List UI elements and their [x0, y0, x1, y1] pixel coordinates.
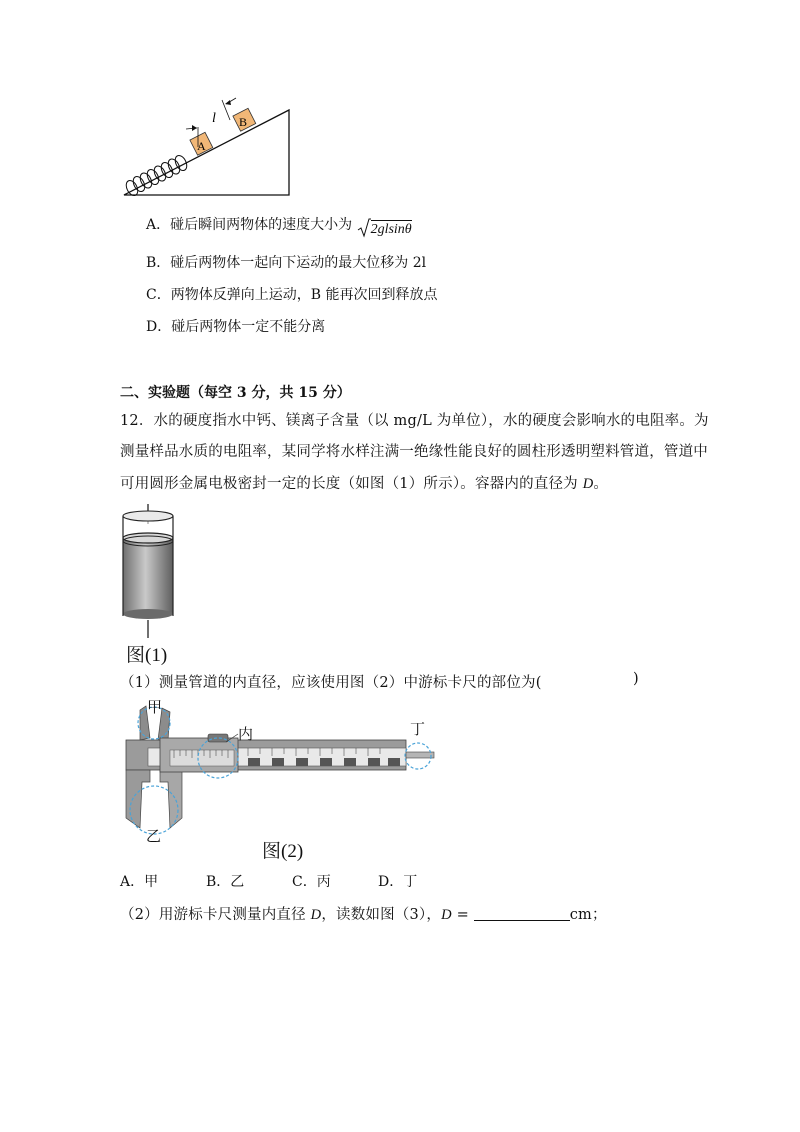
block-a-label: A — [197, 139, 206, 153]
sub-question-1-close: ) — [633, 671, 639, 687]
sub-question-2-unit: cm； — [569, 907, 607, 923]
choice-a: A．甲 — [120, 874, 159, 890]
q12-line3-var: D — [582, 476, 594, 492]
option-a-letter: A． — [146, 217, 171, 233]
spring — [124, 154, 189, 198]
option-d-letter: D． — [146, 319, 172, 335]
option-b — [146, 252, 426, 272]
option-b-text: 碰后两物体一起向下运动的最大位移为 2l — [170, 255, 427, 271]
option-d-text: 碰后两物体一定不能分离 — [171, 319, 326, 335]
q12-line2: 测量样品水质的电阻率，某同学将水样注满一绝缘性能良好的圆柱形透明塑料管道，管道中 — [120, 444, 708, 460]
caliper-label-jia: 甲 — [147, 698, 163, 716]
q12-line3-end: 。 — [593, 476, 609, 492]
option-c-letter: C． — [146, 287, 171, 303]
sub-question-2-mid: ，读数如图（3）， — [321, 907, 442, 923]
choice-c: C．丙 — [292, 874, 331, 890]
choice-d: D．丁 — [378, 874, 418, 890]
figure-1-caption: 图(1) — [126, 645, 168, 666]
sqrt-sign-icon — [357, 218, 371, 238]
figure-2-caption: 图(2) — [262, 841, 304, 862]
tube-figure — [118, 504, 178, 640]
sub-question-1-text: （1）测量管道的内直径，应该使用图（2）中游标卡尺的部位为( — [120, 675, 542, 691]
length-label-l: l — [212, 111, 216, 126]
incline-figure — [118, 92, 298, 204]
option-c-text: 两物体反弹向上运动，B 能再次回到释放点 — [170, 287, 438, 303]
sqrt-radicand: 2glsinθ — [370, 222, 412, 237]
answer-blank[interactable] — [474, 906, 570, 921]
option-d — [146, 316, 325, 336]
q12-line3 — [120, 472, 608, 493]
q12-line1: 12．水的硬度指水中钙、镁离子含量（以 mg/L 为单位），水的硬度会影响水的电阻率。为 — [120, 413, 709, 429]
sub-question-2-var2: D — [441, 907, 452, 923]
section-heading: 二、实验题（每空 3 分，共 15 分） — [120, 385, 351, 401]
caliper-label-nei: 内 — [238, 725, 254, 743]
sub-question-2-var1: D — [310, 907, 322, 923]
sub-question-2 — [120, 903, 607, 924]
sqrt-formula — [357, 218, 412, 238]
q12-line3-main: 可用圆形金属电极密封一定的长度（如图（1）所示）。容器内的直径为 — [120, 476, 583, 492]
caliper-label-yi: 乙 — [146, 827, 162, 845]
caliper-figure — [118, 698, 438, 838]
sub-question-1 — [120, 671, 542, 692]
option-a-text: 碰后瞬间两物体的速度大小为 — [170, 217, 353, 233]
caliper-label-ding: 丁 — [410, 720, 426, 738]
option-c — [146, 284, 437, 304]
option-a — [146, 214, 412, 238]
option-b-letter: B． — [146, 255, 171, 271]
sub-question-2-pre: （2）用游标卡尺测量内直径 — [120, 907, 311, 923]
block-b-label: B — [239, 115, 248, 129]
sub-question-2-eq: = — [451, 907, 474, 923]
choice-b: B．乙 — [206, 874, 245, 890]
